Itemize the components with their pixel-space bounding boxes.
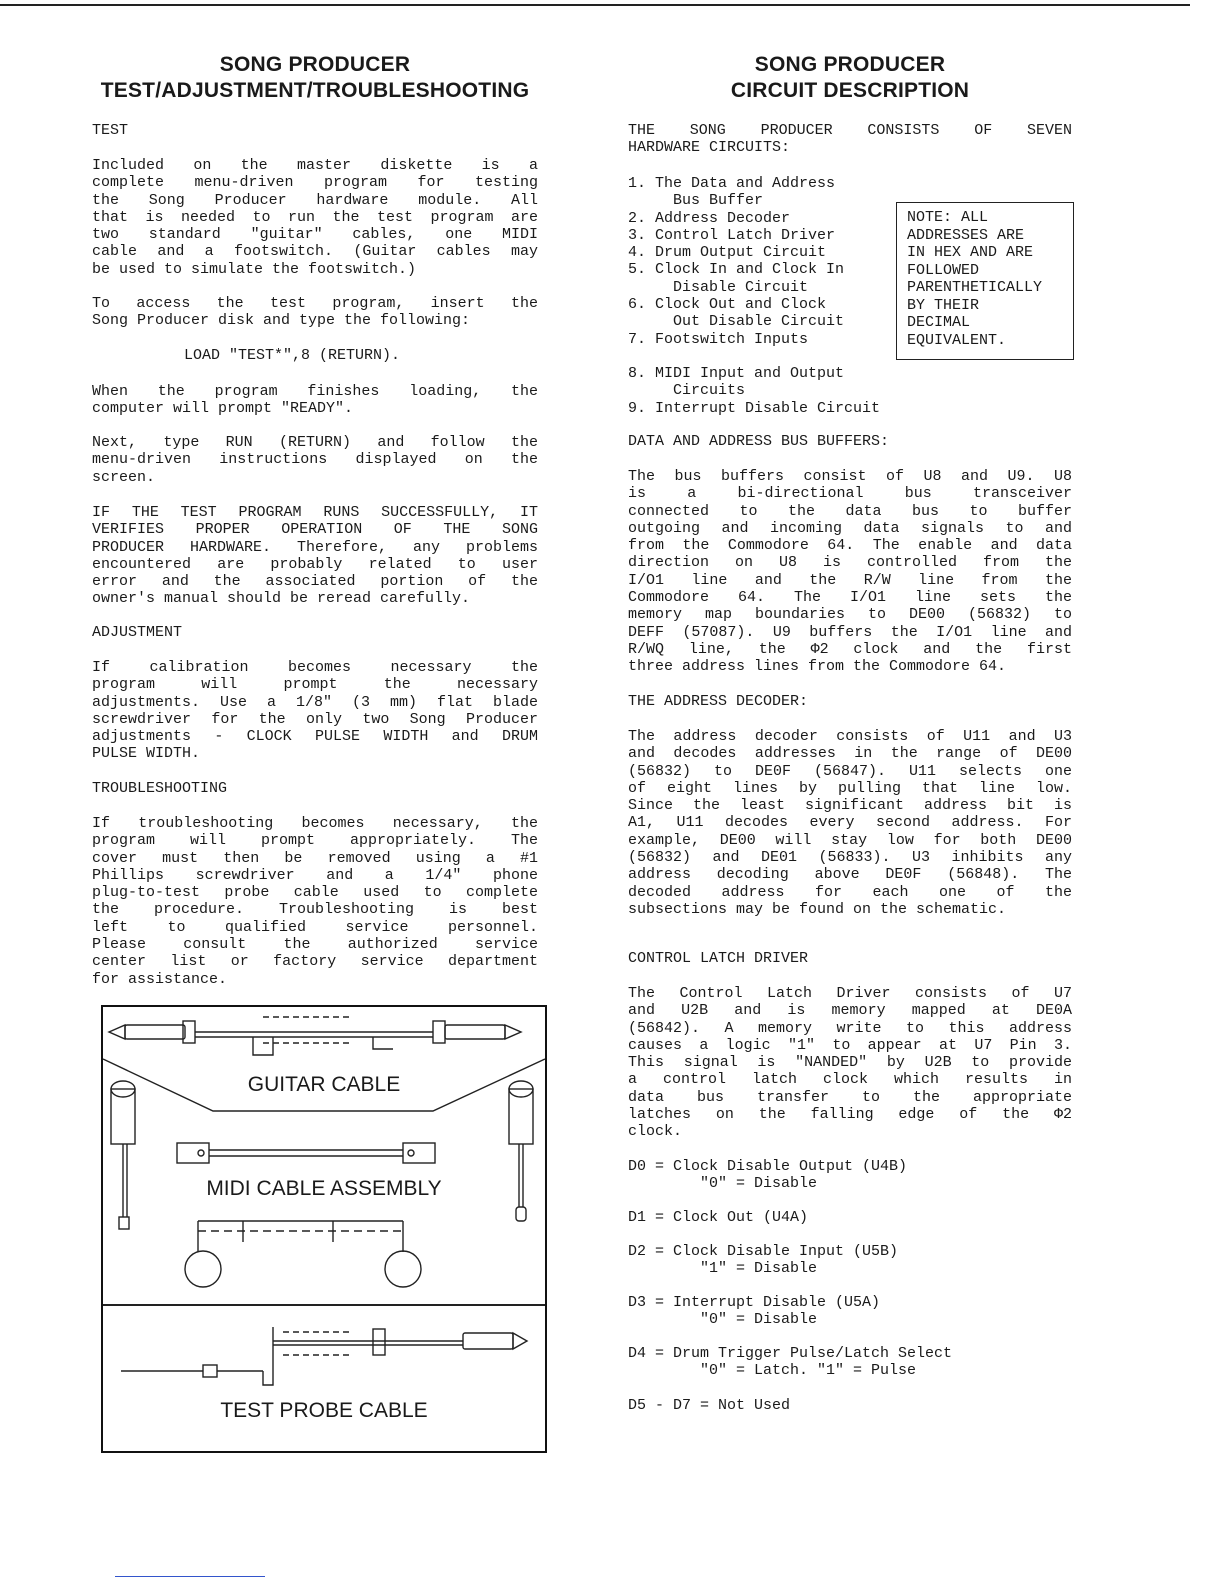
text-line: THE SONG PRODUCER CONSISTS OF SEVEN — [628, 122, 1072, 139]
text-line: data bus transfer to the appropriate — [628, 1088, 1072, 1106]
text-line: encountered are probably related to user — [92, 555, 538, 573]
text-line: screwdriver for the only two Song Producer — [92, 710, 538, 728]
d0-entry — [628, 1158, 1072, 1193]
cable-figure — [101, 1005, 547, 1453]
text-line: DECIMAL — [907, 314, 971, 331]
text-line: The address decoder consists of U11 and U3 — [628, 728, 1072, 745]
text-line: Included on the master diskette is a — [92, 157, 538, 174]
text-line: D3 = Interrupt Disable (U5A) — [628, 1294, 881, 1311]
test-paragraph-1 — [92, 157, 538, 278]
text-line: DEFF (57087). U9 buffers the I/O1 line and — [628, 623, 1072, 641]
text-line: If calibration becomes necessary the — [92, 659, 538, 676]
text-line: that is needed to run the test program are — [92, 208, 538, 226]
text-line: Song Producer disk and type the following: — [92, 312, 471, 330]
text-line: connected to the data bus to buffer — [628, 502, 1072, 520]
text-line: 7. Footswitch Inputs — [628, 330, 809, 348]
d1-entry — [628, 1209, 1072, 1226]
text-line: menu-driven instructions displayed on the — [92, 451, 538, 469]
text-line: To access the test program, insert the — [92, 295, 538, 312]
text-line: R/WQ line, the Φ2 clock and the first — [628, 640, 1072, 658]
adjustment-heading: ADJUSTMENT — [92, 624, 183, 641]
text-line: HARDWARE CIRCUITS: — [628, 139, 791, 157]
text-line: FOLLOWED — [907, 261, 980, 279]
midi-cable-label: MIDI CABLE ASSEMBLY — [206, 1177, 442, 1200]
troubleshooting-paragraph — [92, 815, 538, 988]
decoder-heading: THE ADDRESS DECODER: — [628, 693, 809, 710]
text-line: direction on U8 is controlled from the — [628, 554, 1072, 572]
d4-entry — [628, 1345, 1072, 1380]
text-line: cable and a footswitch. (Guitar cables may — [92, 243, 538, 261]
text-line: 4. Drum Output Circuit — [628, 244, 827, 262]
text-line: adjustments. Use a 1/8" (3 mm) flat blade — [92, 693, 538, 711]
text-line: cover must then be removed using a #1 — [92, 849, 538, 867]
text-line: 1. The Data and Address — [628, 175, 836, 192]
latch-paragraph — [628, 985, 1072, 1141]
d2-entry — [628, 1243, 1072, 1278]
test-paragraph-3 — [92, 383, 538, 418]
text-line: program will prompt the necessary — [92, 676, 538, 694]
test-paragraph-4 — [92, 434, 538, 486]
text-line: 5. Clock In and Clock In — [628, 261, 845, 279]
test-paragraph-5 — [92, 504, 538, 608]
text-line: outgoing and incoming data signals to and — [628, 519, 1072, 537]
text-line: plug-to-test probe cable used to complete — [92, 884, 538, 902]
text-line: "0" = Disable — [628, 1175, 818, 1193]
left-title-line2: TEST/ADJUSTMENT/TROUBLESHOOTING — [100, 79, 530, 102]
text-line: a control latch clock which results in — [628, 1071, 1072, 1089]
text-line: IN HEX AND ARE — [907, 244, 1034, 261]
right-title-line2: CIRCUIT DESCRIPTION — [730, 79, 970, 102]
text-line: Out Disable Circuit — [628, 313, 845, 331]
right-title — [628, 52, 1072, 104]
text-line: NOTE: ALL — [907, 209, 989, 226]
text-line: (56832) to DE0F (56847). U11 selects one — [628, 762, 1072, 780]
text-line: 3. Control Latch Driver — [628, 226, 836, 244]
text-line: latches on the falling edge of the Φ2 — [628, 1106, 1072, 1124]
text-line: example, DE00 will stay low for both DE00 — [628, 831, 1072, 849]
right-title-line1: SONG PRODUCER — [754, 53, 946, 76]
text-line: Since the least significant address bit is — [628, 797, 1072, 815]
text-line: PRODUCER HARDWARE. Therefore, any problems — [92, 538, 538, 556]
text-line: and decodes addresses in the range of DE00 — [628, 745, 1072, 763]
text-line: D1 = Clock Out (U4A) — [628, 1209, 809, 1226]
latch-heading: CONTROL LATCH DRIVER — [628, 950, 809, 967]
text-line: I/O1 line and the R/W line from the — [628, 571, 1072, 589]
text-line: adjustments - CLOCK PULSE WIDTH and DRUM — [92, 728, 538, 746]
text-line: from the Commodore 64. The enable and data — [628, 537, 1072, 555]
text-line: The bus buffers consist of U8 and U9. U8 — [628, 468, 1072, 485]
text-line: Commodore 64. The I/O1 line sets the — [628, 589, 1072, 607]
text-line: EQUIVALENT. — [907, 331, 1007, 349]
text-line: PARENTHETICALLY — [907, 279, 1043, 296]
text-line: owner's manual should be reread carefully. — [92, 590, 471, 608]
text-line: (56832) and DE01 (56833). U3 inhibits any — [628, 849, 1072, 867]
text-line: subsections may be found on the schematic. — [628, 900, 1007, 918]
d5-entry — [628, 1397, 1072, 1414]
text-line: address decoding above DE0F (56848). The — [628, 866, 1072, 884]
text-line: decoded address for each one of the — [628, 883, 1072, 901]
text-line: (56842). A memory write to this address — [628, 1019, 1072, 1037]
text-line: clock. — [628, 1123, 683, 1141]
adjustment-paragraph — [92, 659, 538, 763]
text-line: 8. MIDI Input and Output — [628, 365, 845, 382]
decoder-paragraph — [628, 728, 1072, 918]
guitar-cable-label: GUITAR CABLE — [247, 1073, 401, 1096]
text-line: 6. Clock Out and Clock — [628, 296, 827, 314]
test-probe-label: TEST PROBE CABLE — [220, 1399, 428, 1422]
test-paragraph-2 — [92, 295, 538, 330]
text-line: center list or factory service department — [92, 953, 538, 971]
text-line: memory map boundaries to DE00 (56832) to — [628, 606, 1072, 624]
bottom-link-rule — [115, 1576, 265, 1577]
text-line: Disable Circuit — [628, 278, 809, 296]
text-line: computer will prompt "READY". — [92, 400, 354, 418]
d3-entry — [628, 1294, 1072, 1329]
text-line: D4 = Drum Trigger Pulse/Latch Select — [628, 1345, 953, 1362]
text-line: IF THE TEST PROGRAM RUNS SUCCESSFULLY, IT — [92, 504, 538, 521]
note-box — [896, 202, 1074, 360]
text-line: is a bi-directional bus transceiver — [628, 485, 1072, 503]
text-line: D0 = Clock Disable Output (U4B) — [628, 1158, 908, 1175]
text-line: two standard "guitar" cables, one MIDI — [92, 226, 538, 244]
text-line: screen. — [92, 468, 156, 486]
text-line: ADDRESSES ARE — [907, 226, 1025, 244]
text-line: the Song Producer hardware module. All — [92, 191, 538, 209]
text-line: left to qualified service personnel. — [92, 918, 538, 936]
text-line: complete menu-driven program for testing — [92, 174, 538, 192]
text-line: "0" = Disable — [628, 1311, 818, 1329]
text-line: Phillips screwdriver and a 1/4" phone — [92, 866, 538, 884]
text-line: Please consult the authorized service — [92, 936, 538, 954]
text-line: If troubleshooting becomes necessary, the — [92, 815, 538, 832]
text-line: Bus Buffer — [628, 192, 764, 210]
text-line: "1" = Disable — [628, 1260, 818, 1278]
left-title — [92, 52, 538, 104]
text-line: the procedure. Troubleshooting is best — [92, 901, 538, 919]
top-rule — [0, 4, 1190, 6]
text-line: D2 = Clock Disable Input (U5B) — [628, 1243, 899, 1260]
text-line: and U2B and is memory mapped at DE0A — [628, 1002, 1072, 1020]
text-line: be used to simulate the footswitch.) — [92, 260, 417, 278]
intro-paragraph — [628, 122, 1072, 157]
text-line: This signal is "NANDED" by U2B to provide — [628, 1054, 1072, 1072]
text-line: program will prompt appropriately. The — [92, 832, 538, 850]
text-line: 2. Address Decoder — [628, 209, 791, 227]
bus-paragraph — [628, 468, 1072, 676]
bus-heading: DATA AND ADDRESS BUS BUFFERS: — [628, 433, 890, 450]
test-heading: TEST — [92, 122, 129, 139]
text-line: "0" = Latch. "1" = Pulse — [628, 1362, 917, 1380]
text-line: of eight lines by pulling that line low. — [628, 779, 1072, 797]
text-line: D5 - D7 = Not Used — [628, 1397, 791, 1414]
load-command: LOAD "TEST*",8 (RETURN). — [184, 347, 401, 364]
text-line: Circuits — [628, 382, 746, 400]
text-line: causes a logic "1" to appear at U7 Pin 3. — [628, 1036, 1072, 1054]
text-line: 9. Interrupt Disable Circuit — [628, 399, 881, 417]
text-line: error and the associated portion of the — [92, 573, 538, 591]
text-line: for assistance. — [92, 970, 228, 988]
circuit-list-more — [628, 365, 1072, 417]
text-line: BY THEIR — [907, 296, 980, 314]
text-line: A1, U11 decodes every second address. For — [628, 814, 1072, 832]
troubleshooting-heading: TROUBLESHOOTING — [92, 780, 228, 797]
text-line: PULSE WIDTH. — [92, 745, 201, 763]
left-title-line1: SONG PRODUCER — [219, 53, 411, 76]
text-line: When the program finishes loading, the — [92, 383, 538, 400]
text-line: Next, type RUN (RETURN) and follow the — [92, 434, 538, 451]
text-line: The Control Latch Driver consists of U7 — [628, 985, 1072, 1002]
text-line: VERIFIES PROPER OPERATION OF THE SONG — [92, 521, 538, 539]
text-line: three address lines from the Commodore 64. — [628, 658, 1007, 676]
